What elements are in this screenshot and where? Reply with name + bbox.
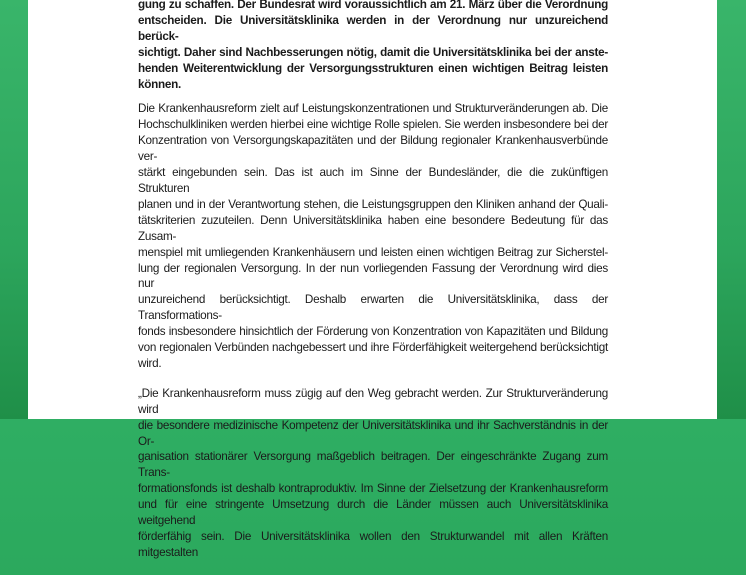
- body-line: wird.: [138, 356, 162, 370]
- body-line: lung der regionalen Versorgung. In der nun vorliegenden Fassung der Verordnung wird dies nur: [138, 261, 608, 291]
- intro-line: gung zu schaffen. Der Bundesrat wird voraussichtlich am 21. März über die Verordnung: [138, 0, 608, 11]
- body-line: die besondere medizinische Kompetenz der Universitätsklinika und ihr Sachverständnis in der Or-: [138, 418, 608, 448]
- body-line: tätskriterien zuzuteilen. Denn Universitätsklinika haben eine besondere Bedeutung für das Zusam-: [138, 213, 608, 243]
- body-line: von regionalen Verbünden nachgebessert und ihre Förderfähigkeit weitergehend berücksichtigt: [138, 341, 608, 355]
- intro-line: können.: [138, 77, 182, 91]
- body-line: Die Krankenhausreform zielt auf Leistungskonzentrationen und Strukturveränderungen ab. Die: [138, 102, 608, 116]
- body-line: Hochschulkliniken werden hierbei eine wichtige Rolle spielen. Sie werden insbesondere bei der: [138, 118, 608, 132]
- intro-paragraph: [138, 0, 608, 92]
- body-line: planen und in der Verantwortung stehen, die Leistungsgruppen den Kliniken anhand der Quali-: [138, 197, 608, 211]
- intro-line: henden Weiterentwicklung der Versorgungsstrukturen einen wichtigen Beitrag leisten: [138, 61, 608, 75]
- intro-line: entscheiden. Die Universitätsklinika werden in der Verordnung nur unzureichend berück-: [138, 13, 608, 43]
- green-frame-left: [0, 0, 28, 419]
- body-line: formationsfonds ist deshalb kontraproduktiv. Im Sinne der Zielsetzung der Krankenhausreform: [138, 482, 608, 496]
- body-line: und für eine stringente Umsetzung durch die Länder müssen auch Universitätsklinika weitgehend: [138, 498, 608, 528]
- body-line: stärkt eingebunden sein. Das ist auch im Sinne der Bundesländer, die die zukünftigen Strukturen: [138, 166, 608, 195]
- intro-line: sichtigt. Daher sind Nachbesserungen nötig, damit die Universitätsklinika bei der anste-: [138, 45, 608, 59]
- green-frame-right: [717, 0, 746, 419]
- body-line: förderfähig sein. Die Universitätsklinika wollen den Strukturwandel mit allen Kräften mitgestalten: [138, 530, 608, 559]
- body-line: unzureichend berücksichtigt. Deshalb erwarten die Universitätsklinika, dass der Transformations-: [138, 293, 608, 323]
- body-line: „Die Krankenhausreform muss zügig auf den Weg gebracht werden. Zur Strukturveränderung wird: [138, 386, 608, 416]
- text-column: [138, 0, 608, 575]
- body-line: Konzentration von Versorgungskapazitäten und der Bildung regionaler Krankenhausverbünde ver-: [138, 134, 608, 164]
- body-line: menspiel mit umliegenden Krankenhäusern und leisten einen wichtigen Beitrag zur Sicherstel-: [138, 245, 608, 259]
- body-paragraph-1: [138, 101, 608, 371]
- body-line: fonds insbesondere hinsichtlich der Förderung von Konzentration von Kapazitäten und Bildung: [138, 325, 608, 339]
- body-paragraph-2: [138, 386, 608, 561]
- document-page: [28, 0, 717, 559]
- body-line: ganisation stationärer Versorgung maßgeblich beitragen. Der eingeschränkte Zugang zum Trans-: [138, 450, 608, 480]
